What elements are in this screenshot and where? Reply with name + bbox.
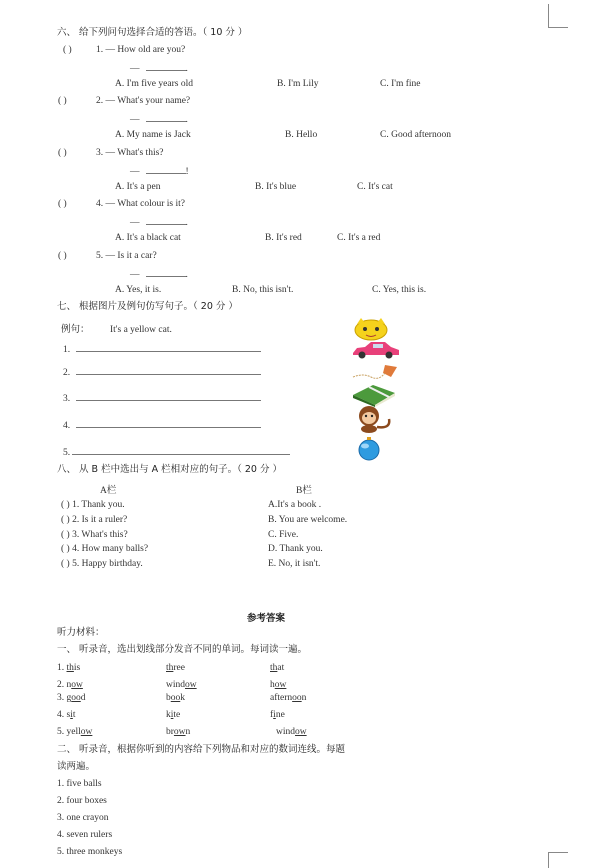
dash: — bbox=[130, 64, 140, 74]
word-part: k bbox=[166, 710, 171, 720]
underlined-letters: ow bbox=[274, 680, 287, 690]
listening-item: 5. three monkeys bbox=[57, 847, 123, 857]
writing-line bbox=[63, 365, 261, 379]
line-number: 4. bbox=[63, 421, 71, 431]
option-a: A. It's a pen bbox=[115, 182, 161, 192]
word-part: d bbox=[80, 693, 86, 703]
word-part: aftern bbox=[270, 693, 293, 703]
dash: — bbox=[130, 167, 140, 177]
word-part: at bbox=[277, 663, 285, 673]
word-part: t bbox=[72, 710, 76, 720]
word-part: ree bbox=[173, 663, 185, 673]
kite-picture bbox=[351, 363, 399, 384]
word bbox=[166, 692, 185, 704]
section-8-title: 八、 从 B 栏中选出与 A 栏相对应的句子。（ 20 分 ） bbox=[57, 464, 283, 475]
answer-paren[interactable]: ( ) bbox=[58, 199, 67, 209]
end-punct: . bbox=[185, 218, 188, 228]
example-sentence: It's a yellow cat. bbox=[110, 325, 172, 335]
option-b: B. It's blue bbox=[255, 182, 297, 192]
page-corner-mark bbox=[548, 4, 549, 28]
listening-item: 2. four boxes bbox=[57, 796, 107, 806]
word-part: h bbox=[270, 680, 275, 690]
line-number: 1. bbox=[63, 345, 71, 355]
answer-key-title: 参考答案 bbox=[247, 613, 286, 624]
writing-line bbox=[63, 418, 261, 432]
part-2-title: 二、 听录音，根据你听到的内容给下列物品和对应的数词连线。每题 bbox=[57, 744, 346, 755]
option-b: B. No, this isn't. bbox=[232, 285, 294, 295]
match-item-b: E. No, it isn't. bbox=[268, 559, 321, 569]
answer-paren[interactable]: ( ) bbox=[58, 251, 67, 261]
word-part: 3. g bbox=[57, 693, 72, 703]
underlined-letters: th bbox=[66, 663, 74, 673]
answer-paren[interactable]: ( ) bbox=[63, 45, 72, 55]
listening-label: 听力材料： bbox=[57, 627, 105, 638]
dash: — bbox=[130, 115, 140, 125]
underlined-letters: i bbox=[273, 710, 276, 720]
section-6-title: 六、 给下列问句选择合适的答语。（ 10 分 ） bbox=[57, 27, 248, 38]
match-item-a[interactable]: ( ) 2. Is it a ruler? bbox=[61, 515, 128, 525]
word bbox=[270, 709, 285, 721]
match-item-a[interactable]: ( ) 5. Happy birthday. bbox=[61, 559, 143, 569]
option-c: C. Yes, this is. bbox=[372, 285, 427, 295]
column-a-header: A栏 bbox=[100, 486, 117, 496]
option-b: B. I'm Lily bbox=[277, 79, 319, 89]
page-corner-mark bbox=[548, 27, 568, 28]
word-part: te bbox=[173, 710, 181, 720]
listening-item: 3. one crayon bbox=[57, 813, 109, 823]
underlined-letters: oo bbox=[170, 693, 181, 703]
option-b: B. It's red bbox=[265, 233, 302, 243]
underlined-letters: i bbox=[170, 710, 174, 720]
answer-blank bbox=[130, 215, 188, 229]
blank-line[interactable] bbox=[146, 112, 186, 122]
option-c: C. It's a red bbox=[337, 233, 381, 243]
word bbox=[270, 692, 306, 704]
answer-line[interactable] bbox=[72, 445, 290, 455]
answer-blank bbox=[130, 267, 188, 281]
option-b: B. Hello bbox=[285, 130, 318, 140]
underlined-letters: ow bbox=[173, 727, 186, 737]
match-item-b: B. You are welcome. bbox=[268, 515, 348, 525]
writing-line bbox=[63, 391, 261, 405]
match-item-a[interactable]: ( ) 4. How many balls? bbox=[61, 544, 149, 554]
column-b-header: B栏 bbox=[296, 486, 312, 496]
question-text: 3. — What's this? bbox=[96, 148, 164, 158]
word-part: f bbox=[270, 710, 274, 720]
word-part: n bbox=[301, 693, 307, 703]
answer-blank bbox=[130, 61, 188, 75]
answer-line[interactable] bbox=[76, 342, 261, 352]
word-part: n bbox=[185, 727, 191, 737]
word bbox=[57, 726, 92, 738]
underlined-letters: ow bbox=[295, 727, 307, 737]
answer-blank bbox=[130, 164, 189, 178]
word bbox=[166, 662, 185, 674]
writing-line bbox=[63, 445, 290, 459]
ball-picture bbox=[351, 435, 391, 464]
dash: — bbox=[130, 270, 140, 280]
word-part: 2. n bbox=[57, 680, 72, 690]
listening-item: 1. five balls bbox=[57, 779, 102, 789]
underlined-letters: th bbox=[270, 663, 278, 673]
word-part: 1. bbox=[57, 663, 67, 673]
underlined-letters: ow bbox=[71, 680, 83, 690]
part-2-title-cont: 读两遍。 bbox=[57, 761, 96, 772]
answer-paren[interactable]: ( ) bbox=[58, 148, 67, 158]
word bbox=[166, 679, 197, 691]
dash: — bbox=[130, 218, 140, 228]
option-a: A. It's a black cat bbox=[115, 233, 181, 243]
page-corner-mark bbox=[548, 852, 549, 868]
blank-line[interactable] bbox=[146, 164, 186, 174]
question-text: 5. — Is it a car? bbox=[96, 251, 157, 261]
word-part: wind bbox=[166, 680, 185, 690]
word bbox=[57, 679, 83, 691]
underlined-letters: ow bbox=[185, 680, 197, 690]
listening-item: 4. seven rulers bbox=[57, 830, 113, 840]
line-number: 3. bbox=[63, 394, 71, 404]
word-part: is bbox=[73, 663, 81, 673]
word-part: b bbox=[166, 693, 171, 703]
underlined-letters: oo bbox=[292, 693, 302, 703]
car-picture bbox=[351, 341, 401, 362]
word-part: 4. s bbox=[57, 710, 71, 720]
option-a: A. My name is Jack bbox=[115, 130, 191, 140]
page-corner-mark bbox=[548, 852, 568, 853]
blank-line[interactable] bbox=[146, 267, 186, 277]
answer-blank bbox=[130, 112, 188, 126]
underlined-letters: th bbox=[166, 663, 174, 673]
word bbox=[270, 662, 284, 674]
word-part: br bbox=[166, 727, 174, 737]
answer-line[interactable] bbox=[76, 418, 261, 428]
word bbox=[166, 709, 180, 721]
monkey-picture bbox=[351, 405, 397, 436]
word bbox=[166, 726, 190, 738]
match-item-a[interactable]: ( ) 1. Thank you. bbox=[61, 500, 125, 510]
end-punct: . bbox=[185, 270, 188, 280]
answer-paren[interactable]: ( ) bbox=[58, 96, 67, 106]
writing-line bbox=[63, 342, 261, 356]
word-part: 5. yell bbox=[57, 727, 81, 737]
blank-line[interactable] bbox=[146, 215, 186, 225]
end-punct: . bbox=[185, 64, 188, 74]
word-part: k bbox=[180, 693, 185, 703]
match-item-a[interactable]: ( ) 3. What's this? bbox=[61, 530, 128, 540]
underlined-letters: ow bbox=[80, 727, 93, 737]
word bbox=[270, 679, 286, 691]
line-number: 5. bbox=[63, 448, 71, 458]
option-c: C. Good afternoon bbox=[380, 130, 451, 140]
line-number: 2. bbox=[63, 368, 71, 378]
word bbox=[57, 692, 86, 704]
part-1-title: 一、 听录音，选出划线部分发音不同的单词。每词读一遍。 bbox=[57, 644, 308, 655]
option-c: C. I'm fine bbox=[380, 79, 421, 89]
match-item-b: C. Five. bbox=[268, 530, 299, 540]
match-item-b: A.It's a book . bbox=[268, 500, 322, 510]
match-item-b: D. Thank you. bbox=[268, 544, 323, 554]
word-part: wind bbox=[276, 727, 295, 737]
question-text: 1. — How old are you? bbox=[96, 45, 186, 55]
option-a: A. I'm five years old bbox=[115, 79, 193, 89]
answer-line[interactable] bbox=[76, 365, 261, 375]
example-label: 例句： bbox=[61, 324, 90, 335]
end-punct: . bbox=[185, 115, 188, 125]
option-a: A. Yes, it is. bbox=[115, 285, 162, 295]
question-text: 2. — What's your name? bbox=[96, 96, 191, 106]
question-text: 4. — What colour is it? bbox=[96, 199, 186, 209]
word-part: ne bbox=[275, 710, 285, 720]
blank-line[interactable] bbox=[146, 61, 186, 71]
word bbox=[57, 662, 80, 674]
underlined-letters: oo bbox=[71, 693, 81, 703]
end-punct: ! bbox=[185, 167, 189, 177]
word bbox=[57, 709, 75, 721]
underlined-letters: i bbox=[70, 710, 73, 720]
section-7-title: 七、 根据图片及例句仿写句子。（ 20 分 ） bbox=[57, 301, 238, 312]
answer-line[interactable] bbox=[76, 391, 261, 401]
option-c: C. It's cat bbox=[357, 182, 393, 192]
word bbox=[276, 726, 307, 738]
